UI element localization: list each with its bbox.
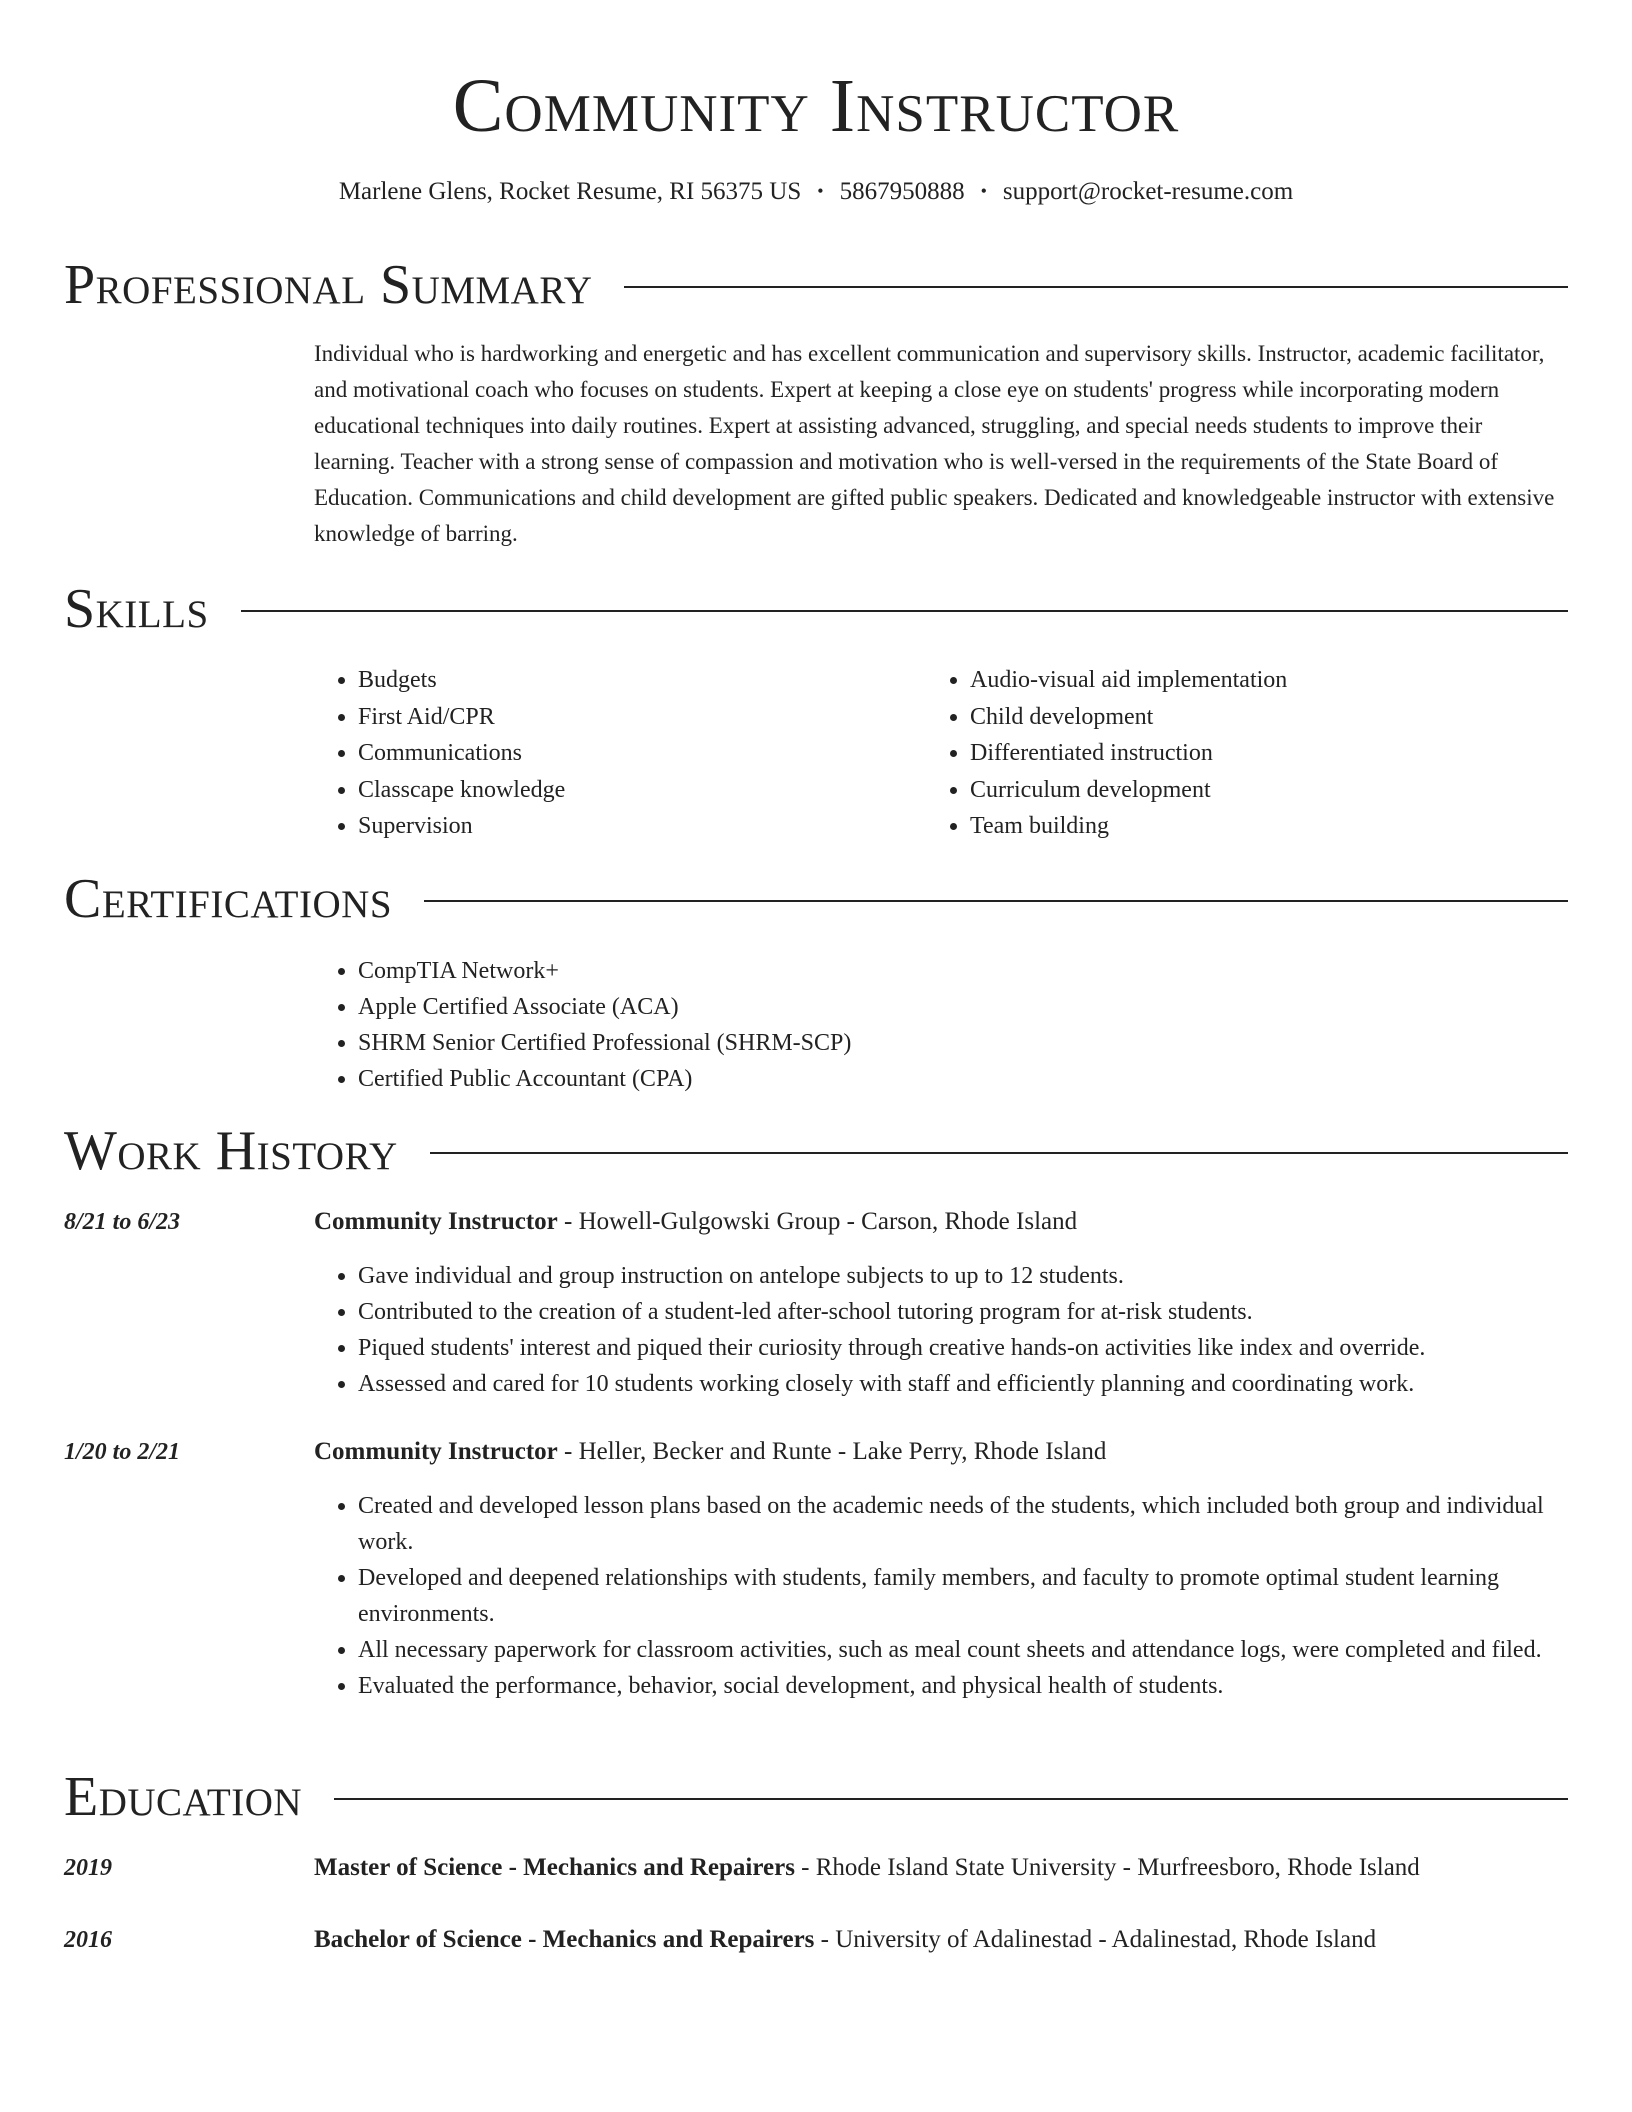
- job-bullet: • Developed and deepened relationships with students, family members, and faculty to promote optimal student learning environments.: [358, 1560, 1568, 1632]
- skill-item: • First Aid/CPR: [358, 699, 565, 736]
- skill-item: • Supervision: [358, 808, 565, 845]
- job-dates: 8/21 to 6/23: [64, 1209, 181, 1235]
- skill-item: • Child development: [970, 699, 1287, 736]
- skill-item: • Audio-visual aid implementation: [970, 662, 1287, 699]
- section-divider: [424, 900, 1568, 902]
- contact-separator: •: [980, 181, 987, 201]
- resume-name: Community Instructor: [452, 64, 1180, 148]
- job-dates: 1/20 to 2/21: [64, 1439, 181, 1465]
- summary-section-header: [64, 250, 1568, 320]
- skill-item: • Classcape knowledge: [358, 772, 565, 809]
- contact-email: support@rocket-resume.com: [1002, 178, 1294, 205]
- skills-list-right: [926, 662, 1287, 845]
- work-section-title: Work History: [64, 1120, 398, 1182]
- skills-section-title: Skills: [64, 578, 209, 640]
- education-degree: Bachelor of Science - Mechanics and Repairers: [314, 1926, 815, 1953]
- skill-item: • Budgets: [358, 662, 565, 699]
- contact-address: Marlene Glens, Rocket Resume, RI 56375 US: [338, 178, 802, 205]
- certifications-list: [314, 953, 851, 1097]
- job-bullet: • Contributed to the creation of a student-led after-school tutoring program for at-risk students.: [358, 1294, 1568, 1330]
- section-divider: [334, 1798, 1568, 1800]
- skill-item: • Differentiated instruction: [970, 735, 1287, 772]
- work-section-header: [64, 1116, 1568, 1186]
- skill-item: • Communications: [358, 735, 565, 772]
- job-title: Community Instructor: [314, 1208, 558, 1235]
- education-year: 2019: [64, 1855, 112, 1881]
- contact-separator: •: [817, 181, 824, 201]
- skills-list-left: [314, 662, 565, 845]
- education-entry: [314, 1850, 1420, 1886]
- summary-text: Individual who is hardworking and energetic and has excellent communication and supervisory skills. Instructor, academic facilitator, and motivational coach who focuses on students. Expert at keeping a close eye on students' progress while incorporating modern educational techniques into daily routines. Expert at assisting advanced, struggling, and special needs students to improve their learning. Teacher with a strong sense of compassion and motivation who is well-versed in the requirements of the State Board of Education. Communications and child development are gifted public speakers. Dedicated and knowledgeable instructor with extensive knowledge of barring.: [314, 341, 1555, 546]
- section-divider: [241, 610, 1568, 612]
- job-employer: - Howell-Gulgowski Group - Carson, Rhode Island: [557, 1208, 1078, 1235]
- job-title: Community Instructor: [314, 1438, 558, 1465]
- job-heading: [314, 1204, 1077, 1240]
- job-heading: [314, 1434, 1106, 1470]
- contact-line: [0, 174, 1632, 209]
- summary-section-title: Professional Summary: [64, 254, 593, 316]
- job-employer: - Heller, Becker and Runte - Lake Perry, Rhode Island: [557, 1438, 1107, 1465]
- certifications-section-header: [64, 864, 1568, 934]
- certification-item: • Certified Public Accountant (CPA): [358, 1061, 851, 1097]
- section-divider: [624, 286, 1568, 288]
- certification-item: • Apple Certified Associate (ACA): [358, 989, 851, 1025]
- education-section-title: Education: [64, 1766, 303, 1828]
- education-section-header: [64, 1762, 1568, 1832]
- education-year: 2016: [64, 1927, 112, 1953]
- job-bullet: • Gave individual and group instruction on antelope subjects to up to 12 students.: [358, 1258, 1568, 1294]
- education-school: - University of Adalinestad - Adalinestad, Rhode Island: [814, 1926, 1377, 1953]
- contact-phone: 5867950888: [839, 178, 965, 205]
- job-bullet: • All necessary paperwork for classroom activities, such as meal count sheets and attendance logs, were completed and filed.: [358, 1632, 1568, 1668]
- section-divider: [430, 1152, 1568, 1154]
- certifications-section-title: Certifications: [64, 868, 393, 930]
- job-bullets: [314, 1488, 1568, 1704]
- job-bullets: [314, 1258, 1568, 1402]
- job-bullet: • Created and developed lesson plans based on the academic needs of the students, which included both group and individual work.: [358, 1488, 1568, 1560]
- education-school: - Rhode Island State University - Murfreesboro, Rhode Island: [794, 1854, 1420, 1881]
- job-bullet: • Evaluated the performance, behavior, social development, and physical health of students.: [358, 1668, 1568, 1704]
- skills-section-header: [64, 574, 1568, 644]
- job-bullet: • Piqued students' interest and piqued their curiosity through creative hands-on activities like index and override.: [358, 1330, 1568, 1366]
- job-bullet: • Assessed and cared for 10 students working closely with staff and efficiently planning and coordinating work.: [358, 1366, 1568, 1402]
- skill-item: • Team building: [970, 808, 1287, 845]
- education-entry: [314, 1922, 1376, 1958]
- certification-item: • SHRM Senior Certified Professional (SHRM-SCP): [358, 1025, 851, 1061]
- skill-item: • Curriculum development: [970, 772, 1287, 809]
- certification-item: • CompTIA Network+: [358, 953, 851, 989]
- education-degree: Master of Science - Mechanics and Repairers: [314, 1854, 795, 1881]
